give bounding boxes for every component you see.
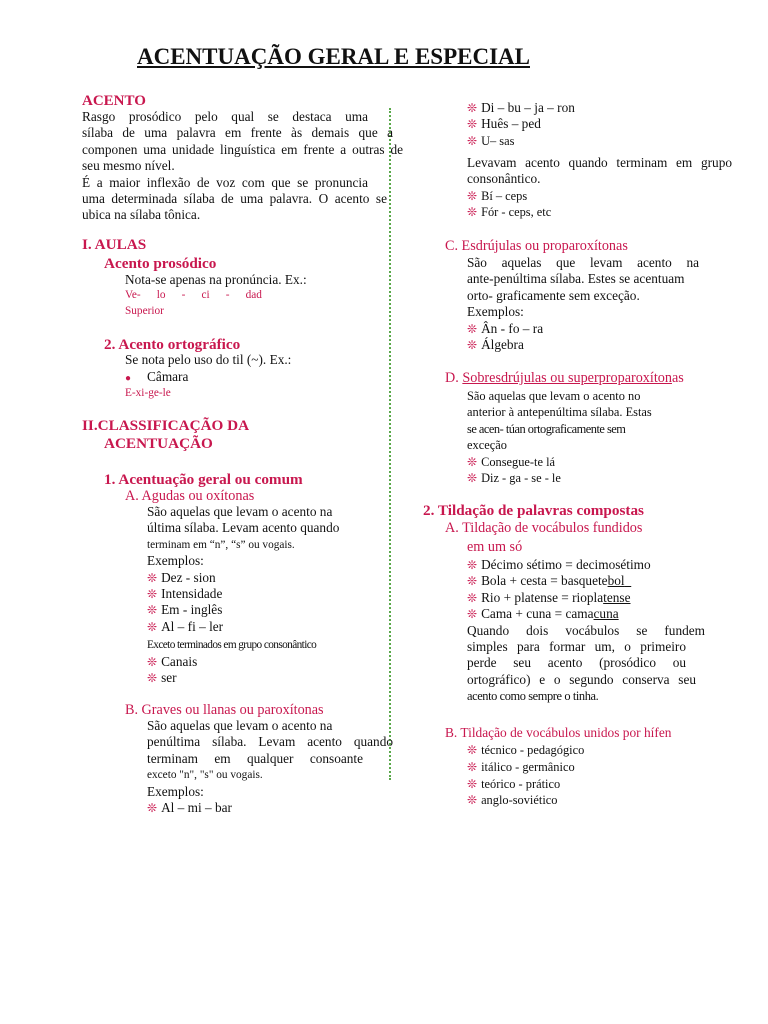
syllable: Ve-	[125, 289, 141, 301]
flower-bullet-icon: ❊	[467, 759, 478, 774]
flower-bullet-icon: ❊	[147, 671, 158, 686]
list-item	[467, 590, 705, 606]
esdrujulas-line: orto- graficamente sem exceção.	[467, 287, 640, 303]
esdrujulas-line: São aquelas que levam acento na	[467, 255, 699, 270]
hifen-title: B. Tildação de vocábulos unidos por hífen	[445, 725, 672, 740]
grupo-text	[467, 155, 732, 221]
list-item	[467, 759, 584, 776]
exceto-text: Exceto terminados em grupo consonântico	[147, 639, 317, 651]
sobres-line: São aquelas que levam o acento no	[467, 389, 641, 403]
syllable: -	[225, 289, 230, 301]
exemplos-label: Exemplos:	[147, 553, 204, 569]
list-item	[467, 742, 584, 759]
example-text: Huês – ped	[481, 116, 541, 132]
esdrujulas-text	[467, 255, 699, 353]
prosodico-example-syllables	[125, 289, 262, 301]
flower-bullet-icon: ❊	[147, 570, 158, 585]
prosodico-example-2: Superior	[125, 305, 164, 317]
example-text: Bí – ceps	[481, 188, 528, 203]
list-item	[467, 188, 732, 204]
list-item	[147, 570, 339, 586]
bullet-icon: ●	[125, 373, 132, 384]
graves-line: exceto "n", "s" ou vogais.	[147, 769, 263, 782]
agudas-examples	[147, 570, 339, 636]
list-item	[147, 670, 197, 686]
sobresdrujulas-text	[467, 388, 652, 486]
example-text: Dez - sion	[161, 569, 216, 585]
flower-bullet-icon: ❊	[467, 574, 478, 589]
flower-bullet-icon: ❊	[467, 558, 478, 572]
example-text: Fór - ceps, etc	[481, 205, 552, 220]
example-text: Ân - fo – ra	[481, 320, 544, 336]
syllable: lo	[156, 289, 166, 301]
example-text: Al – fi – ler	[161, 618, 224, 634]
exemplos-label: Exemplos:	[147, 783, 204, 799]
list-item	[467, 133, 575, 149]
example-text: técnico - pedagógico	[481, 743, 585, 757]
list-item	[147, 586, 339, 602]
graves-line: São aquelas que levam o acento na	[147, 718, 333, 733]
example-underlined: tense	[603, 589, 631, 605]
title-underlined: Sobresdrújulas ou superproparoxíton	[462, 370, 672, 386]
agudas-line: última sílaba. Levam acento quando	[147, 520, 340, 536]
grupo-line: Levavam acento quando terminam em grupo	[467, 155, 732, 170]
list-item	[467, 573, 705, 589]
fundidos-line: ortográfico) e o segundo conserva seu	[467, 671, 696, 687]
example-text: Rio + platense = riopla	[481, 589, 604, 605]
list-item	[147, 800, 393, 816]
list-item	[467, 454, 652, 470]
flower-bullet-icon: ❊	[147, 587, 158, 602]
list-item	[467, 470, 652, 486]
syllable: dad	[245, 289, 262, 301]
flower-bullet-icon: ❊	[467, 101, 478, 115]
classificacao-heading-1: II.CLASSIFICAÇÃO DA	[82, 417, 250, 434]
list-item	[467, 792, 584, 809]
fundidos-text	[467, 557, 705, 705]
flower-bullet-icon: ❊	[467, 117, 478, 132]
title-suffix: as	[671, 370, 684, 386]
agudas-line: terminam em “n”, “s” ou vogais.	[147, 538, 295, 551]
flower-bullet-icon: ❊	[467, 338, 478, 353]
example-text: Consegue-te lá	[481, 454, 556, 469]
exemplos-label: Exemplos:	[467, 304, 524, 320]
acento-line: É a maior inflexão de voz com que se pronuncia	[82, 174, 368, 190]
list-item	[467, 204, 732, 220]
acento-ortografico-text: Se nota pelo uso do til (~). Ex.:	[125, 352, 292, 367]
list-item	[467, 100, 575, 116]
flower-bullet-icon: ❊	[467, 590, 478, 605]
list-item	[147, 602, 339, 618]
example-text: itálico - germânico	[481, 759, 575, 774]
acento-text	[82, 109, 403, 224]
esdrujulas-line: ante-penúltima sílaba. Estes se acentuam	[467, 271, 685, 287]
list-item	[147, 654, 197, 670]
example-text: Em - inglês	[161, 602, 223, 618]
list-item	[467, 337, 699, 353]
flower-bullet-icon: ❊	[467, 776, 478, 791]
fundidos-line: acento como sempre o tinha.	[467, 689, 599, 704]
acento-line: seu mesmo nível.	[82, 158, 175, 174]
agudas-title: A. Agudas ou oxítonas	[125, 488, 255, 504]
acento-line: uma determinada sílaba de uma palavra. O acento se	[82, 191, 387, 207]
flower-bullet-icon: ❊	[467, 607, 478, 622]
example-text: Décimo sétimo = decimosétimo	[481, 557, 651, 572]
syllable: -	[181, 289, 186, 301]
acento-heading: ACENTO	[82, 93, 146, 109]
tildacao-title: 2. Tildação de palavras compostas	[423, 502, 644, 519]
ortografico-example-2: E-xi-ge-le	[125, 387, 171, 399]
fundidos-title-1: A. Tildação de vocábulos fundidos	[445, 520, 643, 536]
example-text: Al – mi – bar	[161, 800, 232, 816]
acento-line: ubica na sílaba tônica.	[82, 207, 201, 223]
example-text: ser	[161, 670, 177, 686]
flower-bullet-icon: ❊	[147, 655, 158, 669]
page-title: ACENTUAÇÃO GERAL E ESPECIAL	[137, 44, 530, 69]
acento-line: componen uma unidade linguística em frente a outras de	[82, 141, 403, 157]
acento-ortografico-title: 2. Acento ortográfico	[104, 336, 241, 353]
classificacao-heading-2: ACENTUAÇÃO	[104, 435, 213, 452]
acento-line: sílaba de uma palavra em frente às demais que a	[82, 125, 393, 141]
fundidos-line: simples para formar um, o primeiro	[467, 639, 686, 655]
graves-title: B. Graves ou llanas ou paroxítonas	[125, 702, 324, 718]
graves-line: terminam em qualquer consoante	[147, 750, 363, 766]
example-text: Bola + cesta = basquete	[481, 573, 608, 589]
ortografico-example-1	[125, 369, 188, 387]
acento-prosodico-title: Acento prosódico	[104, 255, 217, 272]
list-item	[467, 321, 699, 337]
example-text: Álgebra	[481, 337, 524, 353]
grupo-line: consonântico.	[467, 171, 541, 187]
example-text: teórico - prático	[481, 776, 561, 791]
acento-line: Rasgo prosódico pelo qual se destaca uma	[82, 109, 368, 124]
example-text: Intensidade	[161, 586, 223, 602]
flower-bullet-icon: ❊	[467, 133, 478, 148]
example-text: U– sas	[481, 133, 515, 148]
flower-bullet-icon: ❊	[467, 321, 478, 336]
list-item	[467, 776, 584, 793]
flower-bullet-icon: ❊	[467, 454, 478, 469]
flower-bullet-icon: ❊	[467, 471, 478, 486]
example-text: Câmara	[147, 369, 189, 384]
example-underlined: bol	[607, 573, 625, 589]
sobres-line: exceção	[467, 438, 507, 453]
fundidos-line: perde seu acento (prosódico ou	[467, 655, 686, 671]
esdrujulas-title: C. Esdrújulas ou proparoxítonas	[445, 238, 628, 254]
list-item	[147, 619, 339, 635]
flower-bullet-icon: ❊	[147, 801, 158, 816]
example-text: Di – bu – ja – ron	[481, 100, 575, 115]
sobresdrujulas-title	[445, 370, 684, 387]
list-item	[467, 116, 575, 132]
flower-bullet-icon: ❊	[467, 743, 478, 757]
aulas-heading: I. AULAS	[82, 236, 147, 253]
flower-bullet-icon: ❊	[147, 603, 158, 618]
example-text: anglo-soviético	[481, 793, 558, 808]
agudas-line: São aquelas que levam o acento na	[147, 504, 333, 519]
fundidos-title-2: em um só	[467, 539, 523, 555]
acento-prosodico-text: Nota-se apenas na pronúncia. Ex.:	[125, 272, 307, 287]
flower-bullet-icon: ❊	[467, 188, 478, 203]
flower-bullet-icon: ❊	[467, 793, 478, 808]
fundidos-line: Quando dois vocábulos se fundem	[467, 622, 705, 638]
list-item	[467, 606, 705, 622]
example-underlined: cuna	[593, 606, 619, 622]
flower-bullet-icon: ❊	[467, 205, 478, 220]
continued-examples	[467, 100, 575, 149]
list-item	[467, 557, 705, 573]
graves-line: penúltima sílaba. Levam acento quando	[147, 734, 393, 750]
example-text: Canais	[161, 654, 198, 669]
agudas-text	[147, 504, 339, 635]
hifen-examples	[467, 742, 584, 809]
exceto-examples	[147, 654, 197, 687]
flower-bullet-icon: ❊	[147, 619, 158, 634]
sobres-line: anterior à antepenúltima sílaba. Estas	[467, 405, 652, 420]
syllable: ci	[201, 289, 210, 301]
graves-text	[147, 718, 393, 816]
title-prefix: D.	[445, 370, 463, 386]
example-text: Diz - ga - se - le	[481, 471, 561, 486]
acentuacao-geral-title: 1. Acentuação geral ou comum	[104, 471, 303, 488]
sobres-line: se acen- túan ortograficamente sem	[467, 421, 626, 436]
example-text: Cama + cuna = cama	[481, 606, 594, 622]
